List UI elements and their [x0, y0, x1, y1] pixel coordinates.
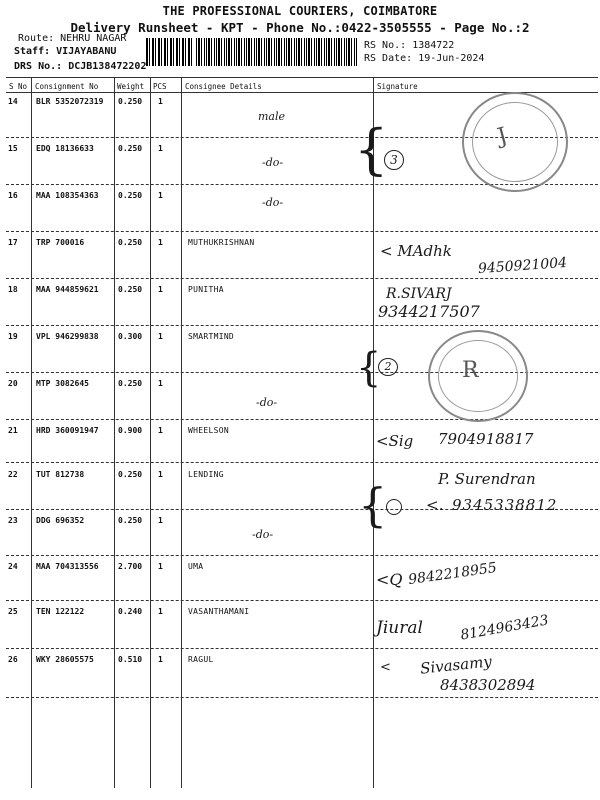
cell-sno: 23: [8, 516, 18, 525]
cell-sno: 26: [8, 655, 18, 664]
cell-pcs: 1: [158, 144, 163, 153]
table-top-border: [6, 77, 598, 78]
cell-consignment-no: MAA 108354363: [36, 191, 99, 200]
cell-weight: 0.250: [118, 238, 143, 247]
cell-weight: 0.250: [118, 97, 143, 106]
brace-icon: {: [356, 345, 382, 391]
rs-date-label: RS Date:: [364, 53, 413, 64]
handwritten-note: male: [258, 110, 286, 123]
col-header-consignment: Consignment No: [35, 82, 99, 91]
cell-sno: 17: [8, 238, 18, 247]
col-header-weight: Weight: [117, 82, 145, 91]
handwritten-phone: 9842218955: [407, 559, 498, 589]
route-label: Route:: [18, 33, 55, 44]
handwritten-ditto: -do-: [262, 196, 284, 209]
col-header-signature: Signature: [377, 82, 418, 91]
brace-icon: {: [354, 118, 389, 181]
cell-sno: 20: [8, 379, 18, 388]
row-divider: [6, 231, 598, 232]
handwritten-phone: 7904918817: [438, 430, 534, 448]
signature-scribble: <.: [426, 496, 444, 514]
row-divider: [6, 462, 598, 463]
cell-consignee: MUTHUKRISHNAN: [188, 238, 255, 247]
cell-sno: 18: [8, 285, 18, 294]
cell-pcs: 1: [158, 285, 163, 294]
signature-scribble: <Q: [376, 570, 403, 589]
cell-sno: 14: [8, 97, 18, 106]
company-stamp: [428, 330, 528, 422]
cell-pcs: 1: [158, 332, 163, 341]
row-divider: [6, 325, 598, 326]
cell-weight: 0.900: [118, 426, 143, 435]
cell-consignee: SMARTMIND: [188, 332, 235, 341]
cell-sno: 15: [8, 144, 18, 153]
cell-pcs: 1: [158, 655, 163, 664]
row-divider: [6, 419, 598, 420]
col-header-pcs: PCS: [153, 82, 167, 91]
signature-scribble: Jiural: [376, 618, 423, 638]
handwritten-ditto: -do-: [262, 156, 284, 169]
cell-pcs: 1: [158, 562, 163, 571]
cell-sno: 25: [8, 607, 18, 616]
cell-consignment-no: VPL 946299838: [36, 332, 99, 341]
staff-line: [14, 46, 116, 57]
cell-consignment-no: EDQ 18136633: [36, 144, 94, 153]
cell-sno: 22: [8, 470, 18, 479]
cell-weight: 0.510: [118, 655, 143, 664]
cell-consignee: WHEELSON: [188, 426, 229, 435]
circle-mark-icon: [386, 499, 402, 515]
handwritten-phone: 9450921004: [477, 254, 568, 278]
cell-consignment-no: TEN 122122: [36, 607, 85, 616]
document-subtitle: Delivery Runsheet - KPT - Phone No.:0422-3505555 - Page No.:2: [70, 20, 530, 35]
cell-weight: 0.250: [118, 470, 143, 479]
handwritten-phone: 9345338812: [452, 496, 558, 514]
staff-label: Staff:: [14, 46, 51, 57]
cell-weight: 0.240: [118, 607, 143, 616]
rs-date-line: [364, 53, 484, 64]
rs-no-line: [364, 40, 454, 51]
signature-scribble: < MAdhk: [380, 242, 452, 260]
cell-consignment-no: MAA 704313556: [36, 562, 99, 571]
handwritten-name: Sivasamy: [419, 652, 493, 678]
signature-scribble: <Sig: [376, 432, 414, 450]
col-header-consignee: Consignee Details: [185, 82, 262, 91]
company-stamp: [462, 92, 568, 192]
cell-consignment-no: MTP 3082645: [36, 379, 89, 388]
handwritten-name: R.SIVARJ: [386, 286, 452, 302]
handwritten-phone: 9344217507: [378, 302, 480, 321]
cell-pcs: 1: [158, 470, 163, 479]
cell-pcs: 1: [158, 238, 163, 247]
cell-sno: 21: [8, 426, 18, 435]
cell-pcs: 1: [158, 516, 163, 525]
cell-consignment-no: TUT 812738: [36, 470, 85, 479]
cell-weight: 0.250: [118, 191, 143, 200]
cell-weight: 0.250: [118, 144, 143, 153]
document-title: THE PROFESSIONAL COURIERS, COIMBATORE: [162, 4, 438, 18]
route-line: [18, 33, 126, 44]
table-row: [6, 655, 598, 675]
rs-date-value: 19-Jun-2024: [418, 53, 485, 64]
route-value: NEHRU NAGAR: [60, 33, 127, 44]
cell-consignment-no: DDG 696352: [36, 516, 85, 525]
cell-consignment-no: BLR 5352072319: [36, 97, 104, 106]
cell-weight: 0.250: [118, 516, 143, 525]
col-header-sno: S No: [9, 82, 28, 91]
cell-consignee: RAGUL: [188, 655, 214, 664]
barcode: [196, 38, 358, 66]
circled-count: 3: [384, 150, 404, 170]
table-row: [6, 238, 598, 258]
row-divider: [6, 555, 598, 556]
rs-no-value: 1384722: [412, 40, 455, 51]
table-row: [6, 285, 598, 305]
table-row: [6, 562, 598, 582]
barcode-left: [146, 38, 194, 66]
circled-count: 2: [378, 358, 398, 376]
cell-sno: 24: [8, 562, 18, 571]
drs-label: DRS No.:: [14, 61, 63, 72]
row-divider: [6, 278, 598, 279]
cell-consignment-no: HRD 360091947: [36, 426, 99, 435]
handwritten-ditto: -do-: [252, 528, 274, 541]
cell-consignee: PUNITHA: [188, 285, 224, 294]
cell-sno: 19: [8, 332, 18, 341]
handwritten-name: P. Surendran: [438, 470, 536, 488]
cell-sno: 16: [8, 191, 18, 200]
drs-line: [14, 61, 146, 72]
stamp-signature-icon: J: [494, 123, 510, 150]
table-row: [6, 516, 598, 536]
signature-scribble: <: [380, 660, 391, 675]
cell-pcs: 1: [158, 607, 163, 616]
table-row: [6, 191, 598, 211]
staff-value: VIJAYABANU: [56, 46, 117, 57]
cell-consignee: UMA: [188, 562, 204, 571]
handwritten-phone: 8124963423: [459, 612, 550, 644]
cell-consignment-no: TRP 700016: [36, 238, 85, 247]
drs-value: DCJB138472202: [68, 61, 147, 72]
cell-weight: 0.250: [118, 379, 143, 388]
cell-weight: 2.700: [118, 562, 143, 571]
row-divider: [6, 600, 598, 601]
brace-icon: {: [358, 478, 388, 532]
stamp-signature-icon: R: [462, 358, 479, 383]
cell-pcs: 1: [158, 191, 163, 200]
rs-no-label: RS No.:: [364, 40, 407, 51]
handwritten-ditto: -do-: [256, 396, 278, 409]
cell-consignment-no: WKY 28605575: [36, 655, 94, 664]
cell-pcs: 1: [158, 379, 163, 388]
handwritten-phone: 8438302894: [440, 676, 536, 694]
cell-pcs: 1: [158, 426, 163, 435]
cell-consignee: VASANTHAMANI: [188, 607, 250, 616]
cell-consignment-no: MAA 944859621: [36, 285, 99, 294]
cell-pcs: 1: [158, 97, 163, 106]
cell-weight: 0.250: [118, 285, 143, 294]
cell-consignee: LENDING: [188, 470, 224, 479]
row-divider: [6, 648, 598, 649]
cell-weight: 0.300: [118, 332, 143, 341]
row-divider: [6, 697, 598, 698]
